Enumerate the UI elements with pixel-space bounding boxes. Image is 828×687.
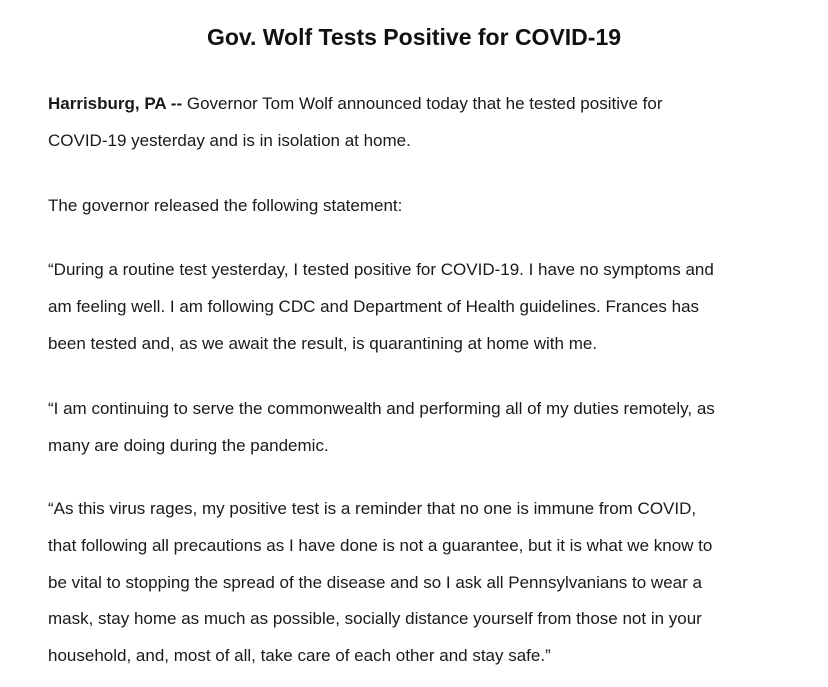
paragraph-line: be vital to stopping the spread of the disease and so I ask all Pennsylvanians to wear a xyxy=(48,572,702,592)
paragraph-line: COVID-19 yesterday and is in isolation at home. xyxy=(48,130,411,150)
paragraph-line: been tested and, as we await the result, is quarantining at home with me. xyxy=(48,333,598,353)
paragraph-announcement xyxy=(48,86,663,160)
paragraph-line: am feeling well. I am following CDC and Department of Health guidelines. Frances has xyxy=(48,296,700,316)
paragraph-line: mask, stay home as much as possible, socially distance yourself from those not in your xyxy=(48,609,702,629)
paragraph-quote-precautions xyxy=(48,491,712,675)
paragraph-line: many are doing during the pandemic. xyxy=(48,435,329,455)
paragraph-quote-test-result xyxy=(48,252,714,362)
paragraph-line xyxy=(48,86,663,123)
paragraph-line: that following all precautions as I have done is not a guarantee, but it is what we know to xyxy=(48,535,713,555)
paragraph-line: household, and, most of all, take care of each other and stay safe.” xyxy=(48,646,551,666)
paragraph-line: The governor released the following statement: xyxy=(48,196,403,215)
paragraph-quote-duties xyxy=(48,391,715,465)
paragraph-line: “During a routine test yesterday, I tested positive for COVID-19. I have no symptoms and xyxy=(48,260,714,279)
dateline: Harrisburg, PA -- xyxy=(48,94,183,113)
paragraph-line: “I am continuing to serve the commonwealth and performing all of my duties remotely, as xyxy=(48,399,715,418)
paragraph-statement-intro xyxy=(48,188,402,225)
paragraph-line: “As this virus rages, my positive test is a reminder that no one is immune from COVID, xyxy=(48,499,697,518)
announcement-text: Governor Tom Wolf announced today that he tested positive for xyxy=(182,94,663,113)
page-title: Gov. Wolf Tests Positive for COVID-19 xyxy=(206,24,622,50)
